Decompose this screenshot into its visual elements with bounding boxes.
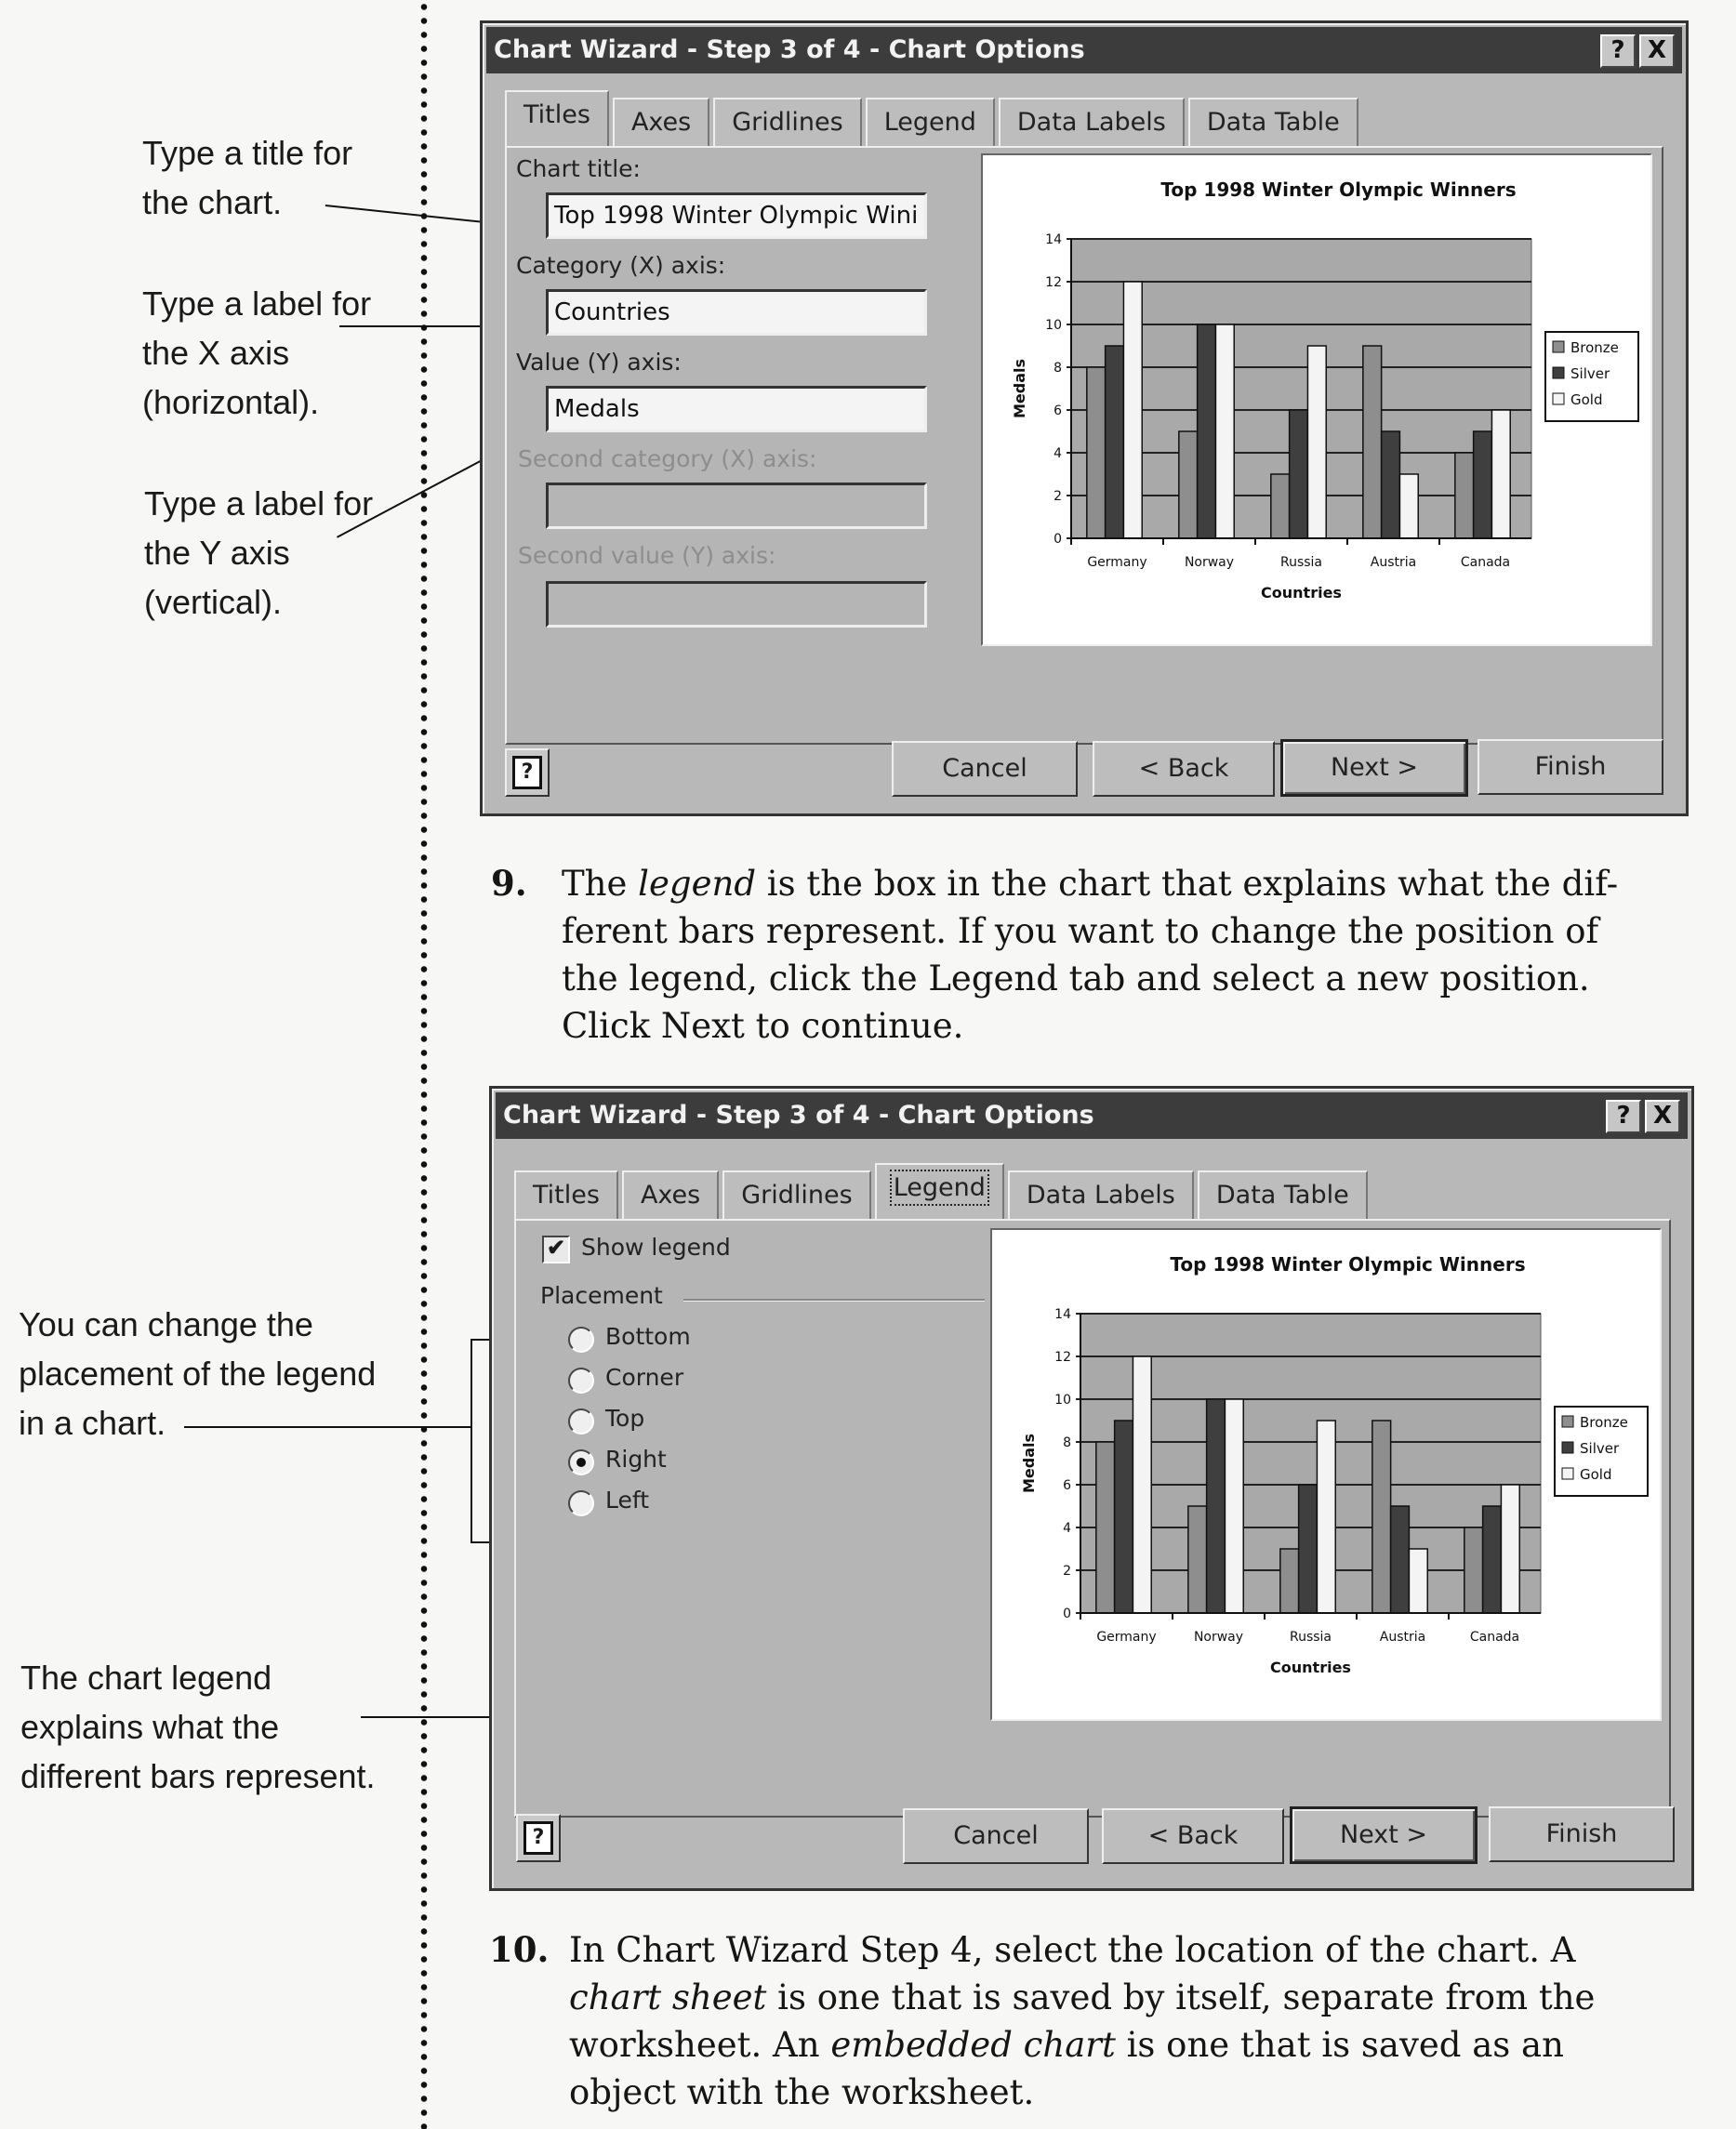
bar-silver [1483,1506,1502,1613]
bar-silver [1198,324,1216,538]
tab-data-table[interactable] [1198,1170,1368,1219]
bar-silver [1207,1399,1226,1613]
step-9 [491,860,1718,1050]
group-divider [683,1299,985,1302]
note-line: Type a label for [144,484,374,522]
y-tick-label: 12 [1045,275,1062,290]
tab-data-labels[interactable] [999,98,1185,146]
tab-label: Axes [630,108,692,137]
text-line: The legend is the box in the chart that explains what the dif- [562,864,1619,904]
callout-line-placement [184,1426,472,1428]
chart-title: Top 1998 Winter Olympic Winners [1170,1253,1526,1276]
help-icon[interactable]: ? [1600,34,1636,68]
tab-label: Data Labels [1016,108,1166,137]
y-tick-label: 0 [1054,532,1062,547]
x-tick-label: Austria [1370,555,1417,570]
y-tick-label: 6 [1063,1478,1071,1493]
tab-label: Legend [893,1173,986,1202]
y-tick-label: 12 [1054,1350,1071,1365]
bar-bronze [1271,474,1290,538]
tab-strip [514,1163,1372,1219]
dotted-margin-rule [420,0,428,2129]
text-line: ferent bars represent. If you want to change the position of [562,911,1599,951]
chart-preview-svg [992,1230,1660,1719]
bar-gold [1133,1356,1151,1613]
note-line: the chart. [142,183,283,221]
close-icon[interactable]: X [1645,1100,1680,1133]
tab-label: Titles [523,100,590,129]
tab-label: Data Table [1215,1181,1349,1210]
tab-legend[interactable] [866,98,995,146]
next-button[interactable]: Next > [1290,1806,1478,1864]
note-y-axis [144,479,373,627]
close-icon[interactable]: X [1639,34,1675,68]
show-legend-checkbox[interactable]: ✔ [542,1236,570,1263]
bar-bronze [1188,1506,1207,1613]
bar-silver [1106,346,1124,538]
y-tick-label: 8 [1063,1435,1071,1450]
bar-silver [1391,1506,1410,1613]
help-icon[interactable]: ? [1606,1100,1641,1133]
value-y-axis-input[interactable]: Medals [546,386,927,432]
tab-panel-legend [514,1219,1671,1818]
note-line: The chart legend [20,1659,272,1697]
step-10 [489,1926,1726,2116]
next-button[interactable]: Next > [1280,739,1468,797]
note-line: explains what the [20,1708,280,1746]
radio-top[interactable] [568,1408,594,1435]
chart-wizard-dialog-legend [489,1086,1694,1891]
x-tick-label: Germany [1087,555,1147,570]
x-tick-label: Canada [1469,1630,1520,1645]
bar-gold [1307,346,1326,538]
second-category-axis-input [546,483,927,529]
help-bubble-icon: ? [512,756,542,789]
note-x-axis [142,279,371,427]
radio-corner-label[interactable]: Corner [605,1364,684,1391]
note-line: different bars represent. [20,1757,376,1795]
note-line: (horizontal). [142,383,320,421]
note-line: (vertical). [144,583,283,621]
radio-bottom[interactable] [568,1327,594,1353]
tab-label: Data Table [1206,108,1340,137]
bar-bronze [1087,367,1106,538]
bar-gold [1501,1485,1519,1613]
category-x-axis-label: Category (X) axis: [516,252,726,279]
x-tick-label: Germany [1096,1630,1157,1645]
tab-axes[interactable] [622,1170,719,1219]
x-tick-label: Canada [1460,555,1511,570]
bar-bronze [1372,1421,1391,1613]
legend [1545,332,1638,421]
tab-gridlines[interactable] [713,98,861,146]
radio-left[interactable] [568,1490,594,1516]
note-line: the X axis [142,334,290,372]
bar-silver [1299,1485,1318,1613]
legend-swatch [1562,1416,1573,1427]
bar-gold [1409,1549,1427,1613]
y-tick-label: 0 [1063,1607,1071,1621]
finish-button[interactable]: Finish [1478,739,1663,795]
bar-gold [1225,1399,1243,1613]
tab-label: Titles [533,1181,600,1210]
chart-wizard-dialog-titles [480,20,1689,816]
chart-preview [990,1228,1662,1721]
tab-label: Gridlines [741,1181,853,1210]
x-tick-label: Norway [1193,1630,1244,1645]
step-number: 10. [489,1929,550,1970]
legend [1555,1407,1648,1496]
cancel-button[interactable]: Cancel [892,741,1078,797]
x-tick-label: Austria [1379,1630,1426,1645]
text-line: In Chart Wizard Step 4, select the location of the chart. A [569,1930,1576,1970]
legend-swatch [1553,393,1564,404]
note-line: placement of the legend [19,1355,377,1393]
y-tick-label: 4 [1063,1521,1071,1536]
text-line: object with the worksheet. [569,2072,1035,2112]
bar-bronze [1280,1549,1299,1613]
second-category-axis-label: Second category (X) axis: [518,445,817,472]
legend-label: Silver [1580,1440,1620,1457]
dialog-title: Chart Wizard - Step 3 of 4 - Chart Options [503,1101,1094,1130]
note-line: in a chart. [19,1404,166,1442]
bar-bronze [1096,1442,1115,1613]
legend-label: Silver [1570,365,1610,382]
radio-top-label[interactable]: Top [605,1405,645,1432]
radio-right-label[interactable]: Right [605,1446,667,1473]
tab-titles[interactable] [514,1170,618,1219]
y-tick-label: 14 [1045,232,1062,247]
tab-label: Data Labels [1026,1181,1175,1210]
back-button[interactable]: < Back [1102,1808,1284,1864]
x-tick-label: Norway [1184,555,1235,570]
legend-swatch [1562,1442,1573,1453]
bar-silver [1382,431,1400,538]
tab-label: Axes [640,1181,701,1210]
step-paragraph [569,1926,1726,2116]
x-tick-label: Russia [1279,555,1323,570]
tab-gridlines[interactable] [722,1170,870,1219]
chart-preview-svg [983,155,1650,644]
bar-bronze [1363,346,1382,538]
legend-label: Bronze [1580,1414,1628,1431]
tab-data-labels[interactable] [1008,1170,1194,1219]
second-value-axis-label: Second value (Y) axis: [518,542,776,569]
note-line: You can change the [19,1305,313,1343]
x-tick-label: Russia [1289,1630,1332,1645]
text-line: chart sheet is one that is saved by itself, separate from the [569,1977,1596,2017]
radio-corner[interactable] [568,1368,594,1394]
tab-label: Legend [883,108,976,137]
legend-label: Gold [1580,1466,1612,1483]
radio-bottom-label[interactable]: Bottom [605,1323,691,1350]
placement-group-label: Placement [540,1282,663,1309]
help-bubble-icon: ? [523,1821,553,1855]
bar-gold [1399,474,1418,538]
note-chart-title [142,128,352,227]
bar-silver [1290,410,1308,538]
step-paragraph [562,860,1718,1050]
note-legend [20,1653,376,1801]
y-tick-label: 2 [1054,489,1062,504]
dialog-title: Chart Wizard - Step 3 of 4 - Chart Options [494,35,1085,64]
x-axis-title: Countries [1261,584,1342,602]
tab-data-table[interactable] [1188,98,1358,146]
bar-bronze [1464,1527,1483,1613]
wizard-help-button[interactable] [516,1814,561,1862]
tab-titles[interactable] [505,90,609,146]
category-x-axis-input[interactable]: Countries [546,289,927,336]
legend-swatch [1553,367,1564,378]
legend-label: Bronze [1570,339,1619,356]
back-button[interactable]: < Back [1093,741,1275,797]
tab-legend[interactable] [875,1163,1004,1219]
y-tick-label: 8 [1054,361,1062,376]
bar-bronze [1179,431,1198,538]
chart-title: Top 1998 Winter Olympic Winners [1160,179,1517,201]
chart-title-label: Chart title: [516,155,641,182]
text-line: the legend, click the Legend tab and select a new position. [562,959,1590,998]
y-tick-label: 10 [1054,1393,1071,1408]
cancel-button[interactable]: Cancel [903,1808,1089,1864]
tab-label: Gridlines [732,108,843,137]
bar-silver [1474,431,1492,538]
step-number: 9. [491,863,527,904]
value-y-axis-label: Value (Y) axis: [516,349,682,376]
dialog-titlebar [486,27,1682,73]
chart-title-input[interactable]: Top 1998 Winter Olympic Wini [546,192,927,239]
bar-gold [1317,1421,1335,1613]
show-legend-label[interactable]: Show legend [581,1234,731,1261]
tab-axes[interactable] [613,98,709,146]
bar-silver [1115,1421,1133,1613]
legend-swatch [1562,1468,1573,1479]
note-line: the Y axis [144,534,290,572]
y-axis-title: Medals [1020,1433,1038,1494]
tab-strip [505,90,1362,146]
wizard-help-button[interactable] [505,748,550,797]
radio-right[interactable] [568,1449,594,1475]
y-tick-label: 6 [1054,403,1062,418]
legend-label: Gold [1570,391,1603,408]
y-tick-label: 10 [1045,318,1062,333]
bar-gold [1123,282,1142,538]
note-line: Type a label for [142,284,372,323]
y-axis-title: Medals [1011,358,1028,419]
y-tick-label: 2 [1063,1564,1071,1579]
y-tick-label: 4 [1054,446,1062,461]
bar-bronze [1455,453,1474,538]
finish-button[interactable]: Finish [1489,1806,1675,1862]
tab-panel-titles [505,146,1663,745]
bar-gold [1215,324,1234,538]
x-axis-title: Countries [1270,1659,1351,1676]
legend-swatch [1553,341,1564,352]
note-line: Type a title for [142,134,353,172]
text-line: worksheet. An embedded chart is one that is saved as an [569,2025,1564,2065]
y-tick-label: 14 [1054,1307,1071,1322]
bar-gold [1491,410,1510,538]
text-line: Click Next to continue. [562,1006,964,1046]
dialog-titlebar [496,1092,1688,1139]
chart-preview [981,153,1652,646]
second-value-axis-input [546,581,927,628]
radio-left-label[interactable]: Left [605,1487,650,1514]
